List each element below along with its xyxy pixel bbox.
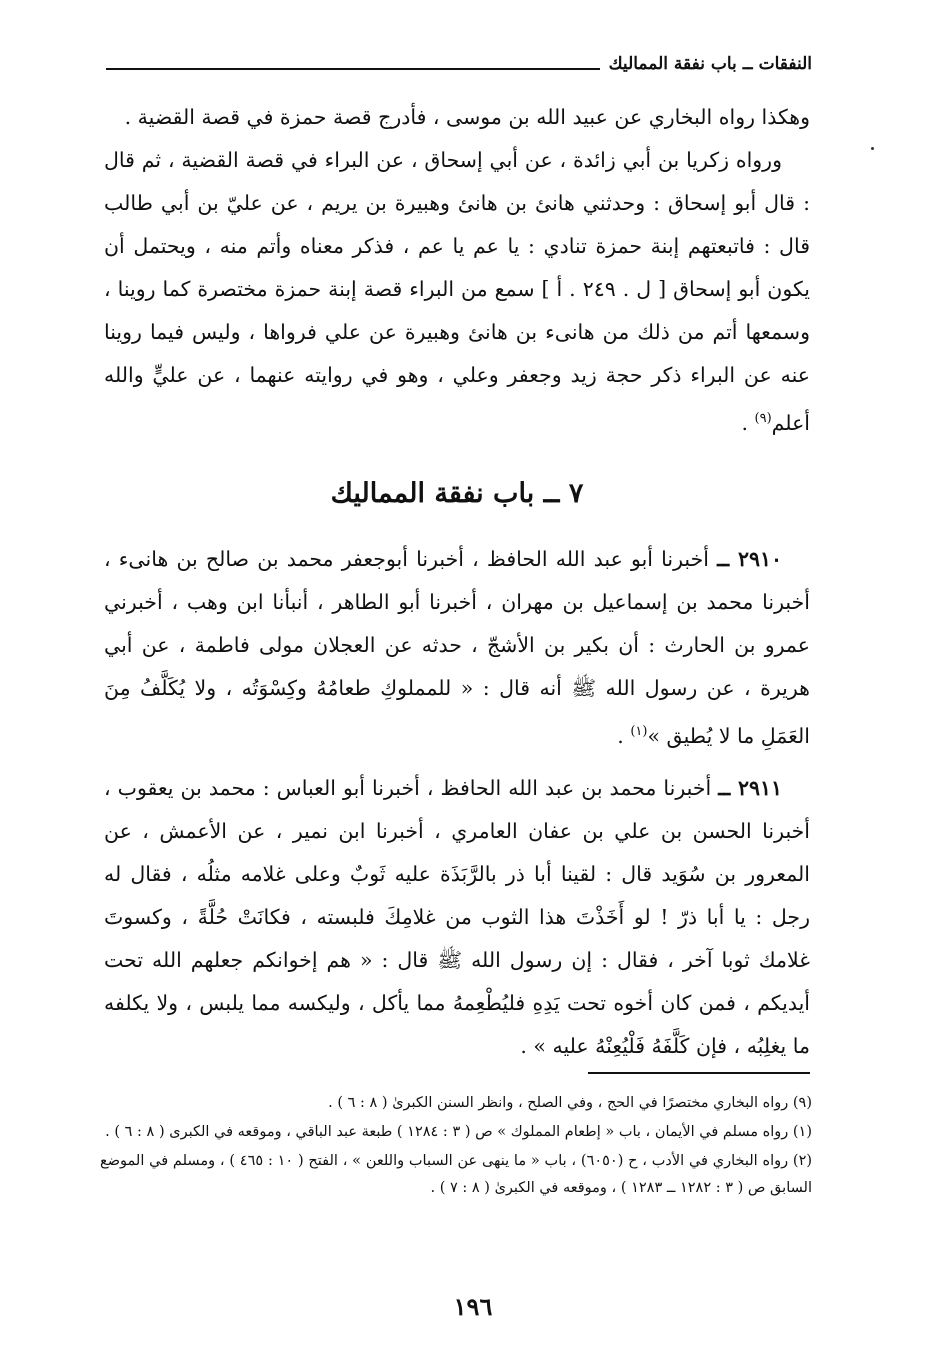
hadith-2910 <box>104 538 810 758</box>
scan-speck <box>871 147 874 150</box>
section-heading: ٧ ــ باب نفقة المماليك <box>330 478 584 509</box>
commentary-paragraph-2-text: ورواه زكريا بن أبي زائدة ، عن أبي إسحاق ، عن البراء في قصة القضية ، ثم قال : قال أبو إسحاق : وحدثني هانئ بن هانئ وهبيرة بن يريم ، عن عليّ بن أبي طالب قال : فاتبعتهم إبنة حمزة تنادي : يا عم يا عم ، فذكر معناه وأتم منه ، ويحتمل أن يكون أبو إسحاق [ ل . ٢٤٩ . أ ] سمع من البراء قصة إبنة حمزة مختصرة كما روينا ، وسمعها أتم من ذلك من هانىء بن هانئ وهبيرة عن علي فرواها ، وليس فيما روينا عنه عن البراء ذكر حجة زيد وجعفر وعلي ، وهو في روايته عنهما ، عن عليٍّ والله أعلم <box>104 148 810 435</box>
hadith-2910-paragraph <box>104 538 810 758</box>
footnotes-rule <box>588 1072 810 1074</box>
hadith-2910-end: . <box>617 723 631 748</box>
footnote-ref-9: (٩) <box>754 411 772 426</box>
hadith-2911-paragraph <box>104 767 810 1068</box>
commentary-block <box>104 96 810 445</box>
commentary-paragraph-2 <box>104 139 810 445</box>
hadith-2910-text: أخبرنا أبو عبد الله الحافظ ، أخبرنا أبوجعفر محمد بن صالح بن هانىء ، أخبرنا محمد بن إسماعيل بن مهران ، أخبرنا أبو الطاهر ، أنبأنا ابن وهب ، أخبرني عمرو بن الحارث : أن بكير بن الأشجّ ، حدثه عن العجلان مولى فاطمة ، عن أبي هريرة ، عن رسول الله ﷺ أنه قال : « للمملوكِ طعامُهُ وكِسْوَتُه ، ولا يُكَلَّفُ مِنَ العَمَلِ ما لا يُطيق » <box>104 547 810 748</box>
footnote-ref-1: (١) <box>630 724 648 739</box>
footnote-9: (٩) رواه البخاري مختصرًا في الحج ، وفي الصلح ، وانظر السنن الكبرىٰ ( ٨ : ٦ ) . <box>328 1095 812 1111</box>
commentary-paragraph-1: وهكذا رواه البخاري عن عبيد الله بن موسى ، فأدرج قصة حمزة في قصة القضية . <box>124 105 810 129</box>
footnotes <box>100 1090 812 1204</box>
page-number: ١٩٦ <box>453 1292 493 1321</box>
hadith-2911 <box>104 767 810 1068</box>
running-header <box>100 54 812 84</box>
hadith-2910-number: ٢٩١٠ ــ <box>717 547 782 571</box>
footnote-2: (٢) رواه البخاري في الأدب ، ح (٦٠٥٠) ، باب « ما ينهى عن السباب واللعن » ، الفتح ( ١٠ : ٤٦٥ ) ، ومسلم في الموضع السابق ص ( ٣ : ١٢٨٢ ــ ١٢٨٣ ) ، وموقعه في الكبرىٰ ( ٨ : ٧ ) . <box>100 1153 813 1196</box>
running-header-title: النفقات ــ باب نفقة المماليك <box>608 54 812 74</box>
hadith-2911-number: ٢٩١١ ــ <box>718 776 782 800</box>
commentary-paragraph-2-end: . <box>741 410 755 435</box>
footnote-1: (١) رواه مسلم في الأيمان ، باب « إطعام المملوك » ص ( ٣ : ١٢٨٤ ) طبعة عبد الباقي ، وموقعه في الكبرى ( ٨ : ٦ ) . <box>105 1124 812 1140</box>
hadith-2911-text: أخبرنا محمد بن عبد الله الحافظ ، أخبرنا أبو العباس : محمد بن يعقوب ، أخبرنا الحسن بن علي بن عفان العامري ، أخبرنا ابن نمير ، عن الأعمش ، عن المعرور بن سُوَيد قال : لقينا أبا ذر بالرَّبَذَة عليه ثَوبٌ وعلى غلامه مثلُه ، فقال له رجل : يا أبا ذرّ ! لو أَخَذْتَ هذا الثوب من غلامِكَ فلبسته ، فكانَتْ حُلَّةً ، وكسوتَ غلامك ثوبا آخر ، فقال : إن رسول الله ﷺ قال : « هم إخوانكم جعلهم الله تحت أيديكم ، فمن كان أخوه تحت يَدِهِ فليُطْعِمهُ مما يأكل ، وليكسه مما يلبس ، ولا يكلفه ما يغلِبُه ، فإن كَلَّفَهُ فَلْيُعِنْهُ عليه » . <box>104 776 810 1058</box>
header-rule <box>106 68 600 70</box>
